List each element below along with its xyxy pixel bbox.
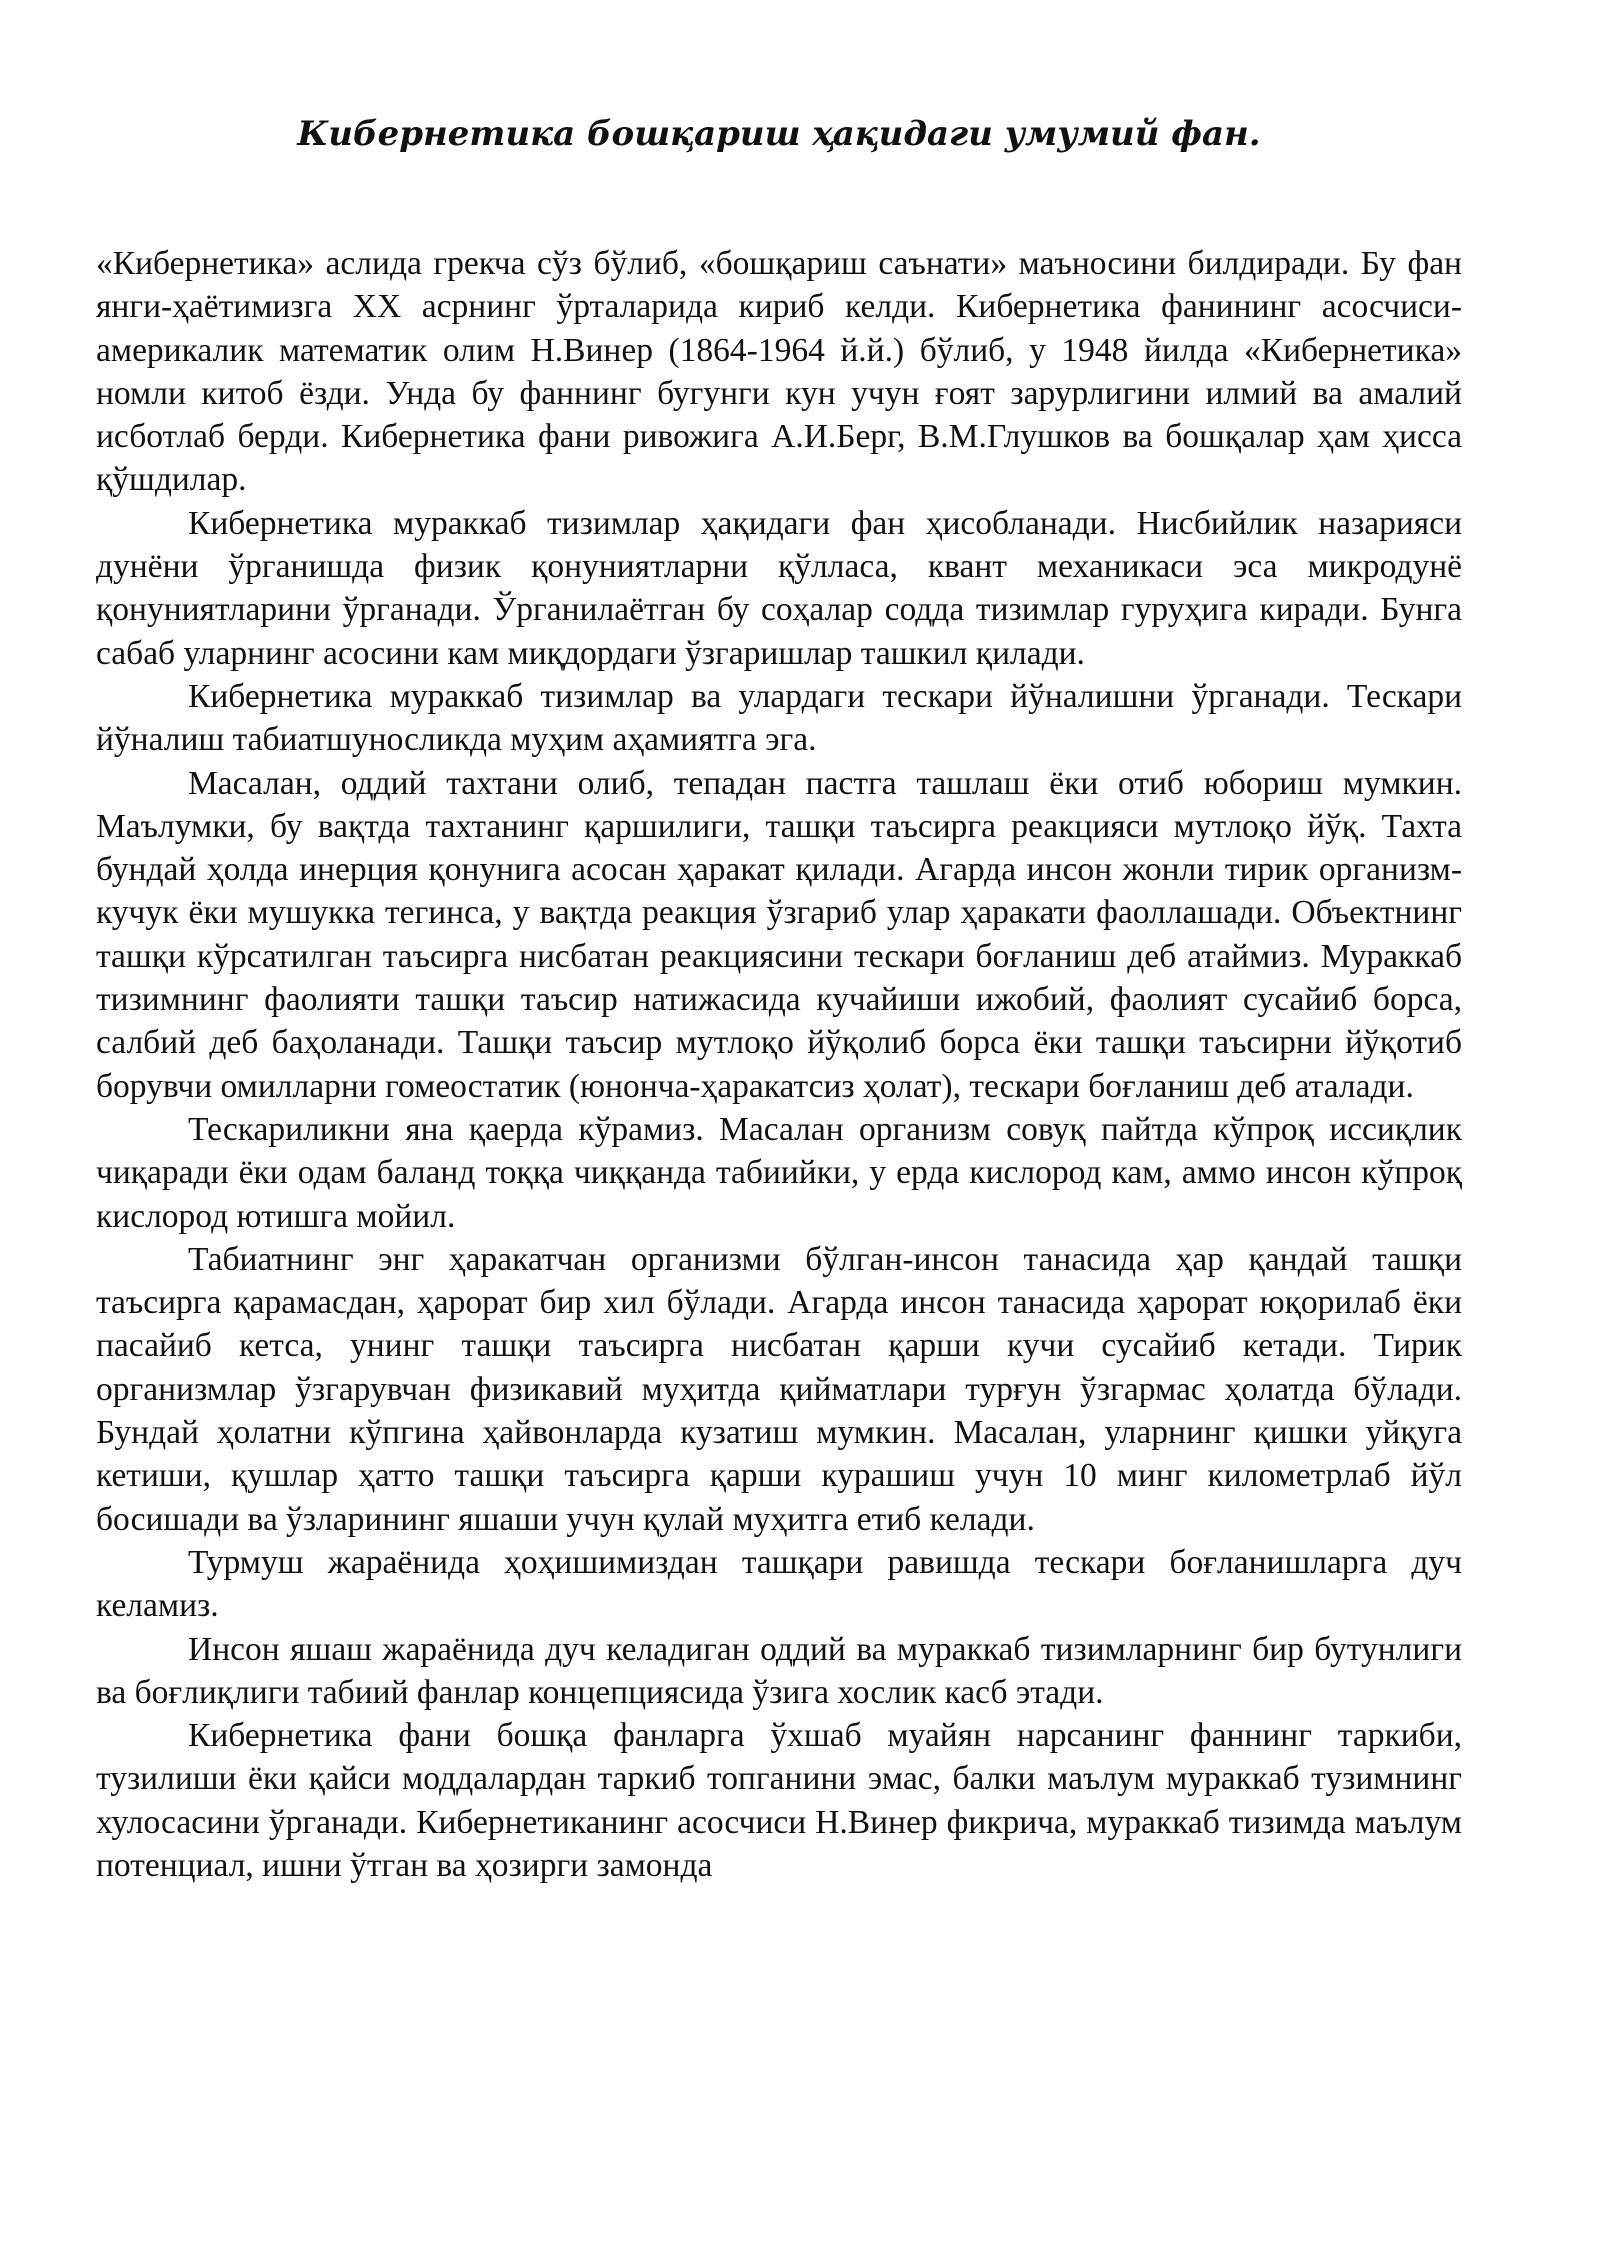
paragraph-5: Тескариликни яна қаерда кўрамиз. Масалан организм совуқ пайтда кўпроқ иссиқлик чиқаради ёки одам баланд тоққа чиққанда табиийки, у ерда кислород кам, аммо инсон кўпроқ кислород ютишга мойил.: [96, 1110, 1462, 1235]
paragraph-2: Кибернетика мураккаб тизимлар ҳақидаги фан ҳисобланади. Нисбийлик назарияси дунёни ўрганишда физик қонуниятларни қўлласа, квант механикаси эса микродунё қонуниятларини ўрганади. Ўрганилаётган бу соҳалар содда тизимлар гуруҳига киради. Бунга сабаб уларнинг асосини кам миқдордаги ўзгаришлар ташкил қилади.: [96, 504, 1462, 672]
paragraph-9: Кибернетика фани бошқа фанларга ўхшаб муайян нарсанинг фаннинг таркиби, тузилиши ёки қайси моддалардан таркиб топганини эмас, балки маълум мураккаб тузимнинг хулосасини ўрганади. Кибернетиканинг асосчиси Н.Винер фикрича, мураккаб тизимда маълум потенциал, ишни ўтган ва ҳозирги замонда: [96, 1717, 1462, 1884]
paragraph-4: Масалан, оддий тахтани олиб, тепадан пастга ташлаш ёки отиб юбориш мумкин. Маълумки, бу вақтда тахтанинг қаршилиги, ташқи таъсирга реакцияси мутлоқо йўқ. Тахта бундай ҳолда инерция қонунига асосан ҳаракат қилади. Агарда инсон жонли тирик организм-кучук ёки мушукка тегинса, у вақтда реакция ўзгариб улар ҳаракати фаоллашади. Объектнинг ташқи кўрсатилган таъсирга нисбатан реакциясини тескари боғланиш деб атаймиз. Мураккаб тизимнинг фаолияти ташқи таъсир натижасида кучайиши ижобий, фаолият сусайиб борса, салбий деб баҳоланади. Ташқи таъсир мутлоқо йўқолиб борса ёки ташқи таъсирни йўқотиб борувчи омилларни гомеостатик (юнонча-ҳаракатсиз ҳолат), тескари боғланиш деб аталади.: [96, 764, 1462, 1105]
document-title: Кибернетика бошқариш ҳақидаги умумий фан.: [297, 114, 1261, 154]
paragraph-1: «Кибернетика» аслида грекча сўз бўлиб, «бошқариш саънати» маъносини билдиради. Бу фан янги-ҳаётимизга XX асрнинг ўрталарида кириб келди. Кибернетика фанининг асосчиси-америкалик математик олим Н.Винер (1864-1964 й.й.) бўлиб, у 1948 йилда «Кибернетика» номли китоб ёзди. Унда бу фаннинг бугунги кун учун ғоят зарурлигини илмий ва амалий исботлаб берди. Кибернетика фани ривожига А.И.Берг, В.М.Глушков ва бошқалар ҳам ҳисса қўшдилар.: [96, 245, 1462, 499]
paragraph-8: Инсон яшаш жараёнида дуч келадиган оддий ва мураккаб тизимларнинг бир бутунлиги ва боғлиқлиги табиий фанлар концепциясида ўзига хослик касб этади.: [96, 1630, 1462, 1711]
paragraph-6: Табиатнинг энг ҳаракатчан организми бўлган-инсон танасида ҳар қандай ташқи таъсирга қарамасдан, ҳарорат бир хил бўлади. Агарда инсон танасида ҳарорат юқорилаб ёки пасайиб кетса, унинг ташқи таъсирга нисбатан қарши кучи сусайиб кетади. Тирик организмлар ўзгарувчан физикавий муҳитда қийматлари турғун ўзгармас ҳолатда бўлади. Бундай ҳолатни кўпгина ҳайвонларда кузатиш мумкин. Масалан, уларнинг қишки уйқуга кетиши, қушлар ҳатто ташқи таъсирга қарши курашиш учун 10 минг километрлаб йўл босишади ва ўзларининг яшаши учун қулай муҳитга етиб келади.: [96, 1240, 1462, 1538]
paragraph-3: Кибернетика мураккаб тизимлар ва улардаги тескари йўналишни ўрганади. Тескари йўналиш табиатшуносликда муҳим аҳамиятга эга.: [96, 677, 1462, 759]
paragraph-7: Турмуш жараёнида ҳоҳишимиздан ташқари равишда тескари боғланишларга дуч келамиз.: [96, 1543, 1462, 1625]
document-body: [96, 242, 1462, 1887]
